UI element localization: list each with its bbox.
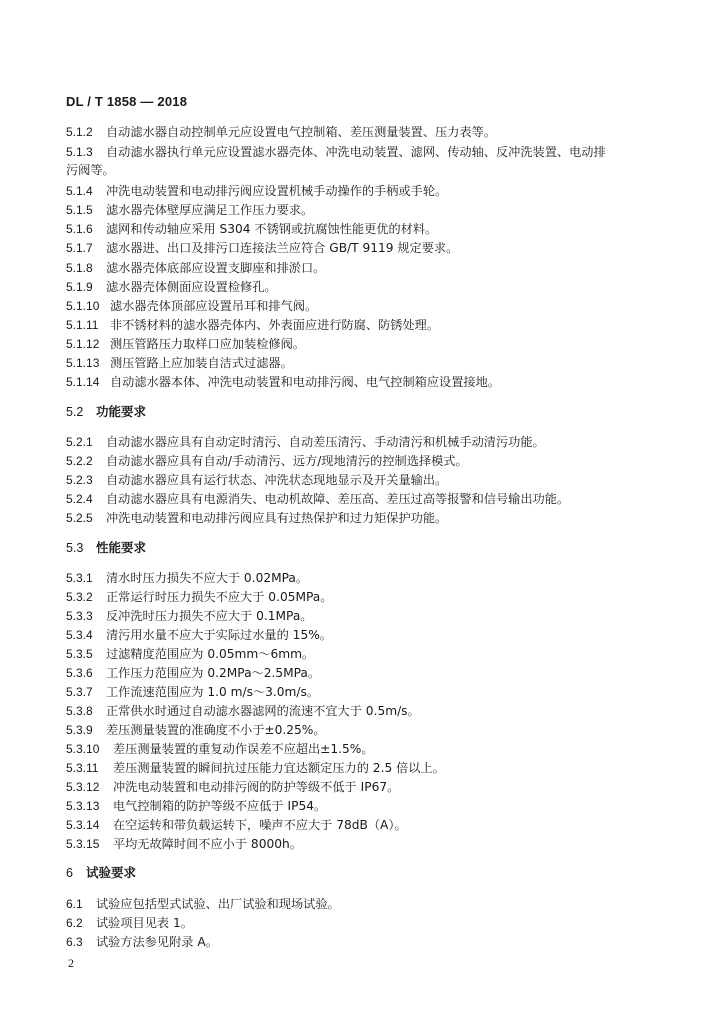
section-heading xyxy=(66,539,146,557)
clause xyxy=(66,452,666,470)
clause xyxy=(66,239,666,257)
clause-number: 6.2 xyxy=(66,916,83,930)
clause-text: 差压测量装置的准确度不小于±0.25%。 xyxy=(106,723,326,737)
clause-text: 测压管路压力取样口应加装检修阀。 xyxy=(110,337,305,351)
clause xyxy=(66,683,666,701)
clause xyxy=(66,626,666,644)
clause-text: 自动滤水器应具有自动/手动清污、远方/现地清污的控制选择模式。 xyxy=(106,454,468,468)
section-title: 试验要求 xyxy=(86,865,137,880)
clause xyxy=(66,220,666,238)
clause xyxy=(66,433,666,451)
clause xyxy=(66,490,666,508)
clause-text: 滤网和传动轴应采用 S304 不锈钢或抗腐蚀性能更优的材料。 xyxy=(106,222,438,236)
clause-text: 工作压力范围应为 0.2MPa～2.5MPa。 xyxy=(106,666,321,680)
clause xyxy=(66,278,666,296)
clause-number: 5.3.3 xyxy=(66,609,93,623)
clause-number: 5.3.11 xyxy=(66,761,99,775)
clause-number: 5.3.5 xyxy=(66,647,93,661)
clause-text: 自动滤水器应具有自动定时清污、自动差压清污、手动清污和机械手动清污功能。 xyxy=(106,435,545,449)
clause-text: 差压测量装置的瞬间抗过压能力宜达额定压力的 2.5 倍以上。 xyxy=(113,761,445,775)
clause-text: 冲洗电动装置和电动排污阀应具有过热保护和过力矩保护功能。 xyxy=(106,511,448,525)
clause xyxy=(66,201,666,219)
clause xyxy=(66,335,666,353)
clause-text: 试验方法参见附录 A。 xyxy=(96,935,218,949)
clause-number: 5.3.14 xyxy=(66,818,100,832)
clause xyxy=(66,645,666,663)
clause-number: 5.2.1 xyxy=(66,435,93,449)
clause xyxy=(66,740,666,758)
clause-text: 试验项目见表 1。 xyxy=(96,916,193,930)
section-number: 5.3 xyxy=(66,541,84,555)
clause xyxy=(66,259,666,277)
clause-number: 5.3.10 xyxy=(66,742,100,756)
clause-number: 5.2.4 xyxy=(66,492,93,506)
clause-number: 5.3.13 xyxy=(66,799,100,813)
clause-number: 6.1 xyxy=(66,897,83,911)
clause xyxy=(66,569,666,587)
clause-text: 测压管路上应加装自洁式过滤器。 xyxy=(110,356,293,370)
clause-number: 5.1.7 xyxy=(66,241,93,255)
clause-text: 滤水器壳体侧面应设置检修孔。 xyxy=(106,280,277,294)
clause-number: 5.1.14 xyxy=(66,375,100,389)
section-heading xyxy=(66,403,146,421)
clause xyxy=(66,816,666,834)
clause-number: 5.1.2 xyxy=(66,125,93,139)
page-number: 2 xyxy=(68,956,74,970)
clause-text: 滤水器壳体顶部应设置吊耳和排气阀。 xyxy=(110,299,318,313)
clause-number: 5.1.9 xyxy=(66,280,93,294)
clause-text: 滤水器进、出口及排污口连接法兰应符合 GB/T 9119 规定要求。 xyxy=(106,241,459,255)
clause-continuation: 污阀等。 xyxy=(66,163,115,177)
clause-number: 5.1.8 xyxy=(66,261,93,275)
clause-number: 5.1.11 xyxy=(66,318,99,332)
clause-number: 5.2.3 xyxy=(66,473,93,487)
clause-text: 自动滤水器本体、冲洗电动装置和电动排污阀、电气控制箱应设置接地。 xyxy=(110,375,500,389)
clause-number: 5.3.7 xyxy=(66,685,93,699)
clause-text: 清污用水量不应大于实际过水量的 15%。 xyxy=(106,628,332,642)
clause-number: 5.1.13 xyxy=(66,356,100,370)
clause xyxy=(66,759,666,777)
clause-number: 5.1.12 xyxy=(66,337,100,351)
clause-text: 滤水器壳体壁厚应满足工作压力要求。 xyxy=(106,203,314,217)
clause-number: 5.1.4 xyxy=(66,184,93,198)
clause-number: 5.3.1 xyxy=(66,571,93,585)
clause xyxy=(66,933,666,951)
clause-text: 反冲洗时压力损失不应大于 0.1MPa。 xyxy=(106,609,313,623)
section-title: 性能要求 xyxy=(96,540,147,555)
clause-number: 5.3.15 xyxy=(66,837,100,851)
clause xyxy=(66,373,666,391)
clause-text: 差压测量装置的重复动作误差不应超出±1.5%。 xyxy=(113,742,374,756)
clause-text: 平均无故障时间不应小于 8000h。 xyxy=(113,837,302,851)
clause-text: 正常供水时通过自动滤水器滤网的流速不宜大于 0.5m/s。 xyxy=(106,704,420,718)
clause xyxy=(66,182,666,200)
section-heading xyxy=(66,864,136,882)
clause xyxy=(66,297,666,315)
clause-text: 清水时压力损失不应大于 0.02MPa。 xyxy=(106,571,309,585)
clause-number: 6.3 xyxy=(66,935,83,949)
clause xyxy=(66,721,666,739)
clause xyxy=(66,778,666,796)
clause xyxy=(66,835,666,853)
clause-number: 5.3.6 xyxy=(66,666,93,680)
clause xyxy=(66,354,666,372)
clause-text: 电气控制箱的防护等级不应低于 IP54。 xyxy=(113,799,327,813)
clause xyxy=(66,143,666,161)
clause-number: 5.3.12 xyxy=(66,780,100,794)
clause-number: 5.1.6 xyxy=(66,222,93,236)
clause xyxy=(66,664,666,682)
clause xyxy=(66,588,666,606)
clause-text: 正常运行时压力损失不应大于 0.05MPa。 xyxy=(106,590,333,604)
clause xyxy=(66,123,666,141)
clause-text: 冲洗电动装置和电动排污阀应设置机械手动操作的手柄或手轮。 xyxy=(106,184,448,198)
clause-text: 自动滤水器应具有电源消失、电动机故障、差压高、差压过高等报警和信号输出功能。 xyxy=(106,492,570,506)
section-number: 6 xyxy=(66,866,73,880)
clause-number: 5.3.8 xyxy=(66,704,93,718)
clause-text: 非不锈材料的滤水器壳体内、外表面应进行防腐、防锈处理。 xyxy=(110,318,440,332)
clause-number: 5.1.5 xyxy=(66,203,93,217)
clause xyxy=(66,702,666,720)
clause-text: 滤水器壳体底部应设置支脚座和排淤口。 xyxy=(106,261,326,275)
clause-text: 自动滤水器执行单元应设置滤水器壳体、冲洗电动装置、滤网、传动轴、反冲洗装置、电动排 xyxy=(106,145,606,159)
clause-number: 5.3.4 xyxy=(66,628,93,642)
clause-number: 5.3.2 xyxy=(66,590,93,604)
clause xyxy=(66,509,666,527)
clause-text: 冲洗电动装置和电动排污阀的防护等级不低于 IP67。 xyxy=(113,780,400,794)
clause xyxy=(66,895,666,913)
clause-text: 自动滤水器自动控制单元应设置电气控制箱、差压测量装置、压力表等。 xyxy=(106,125,496,139)
clause-number: 5.1.3 xyxy=(66,145,93,159)
section-title: 功能要求 xyxy=(96,404,147,419)
clause xyxy=(66,914,666,932)
clause-text: 过滤精度范围应为 0.05mm～6mm。 xyxy=(106,647,315,661)
clause-text: 自动滤水器应具有运行状态、冲洗状态现地显示及开关量输出。 xyxy=(106,473,448,487)
clause-number: 5.2.2 xyxy=(66,454,93,468)
clause xyxy=(66,607,666,625)
clause-number: 5.3.9 xyxy=(66,723,93,737)
section-number: 5.2 xyxy=(66,405,84,419)
clause-number: 5.1.10 xyxy=(66,299,100,313)
clause xyxy=(66,316,666,334)
clause xyxy=(66,471,666,489)
clause xyxy=(66,797,666,815)
clause-text: 试验应包括型式试验、出厂试验和现场试验。 xyxy=(96,897,340,911)
clause-text: 在空运转和带负载运转下，噪声不应大于 78dB（A）。 xyxy=(113,818,407,832)
document-header: DL / T 1858 — 2018 xyxy=(66,94,188,109)
clause-text: 工作流速范围应为 1.0 m/s～3.0m/s。 xyxy=(106,685,320,699)
clause-number: 5.2.5 xyxy=(66,511,93,525)
